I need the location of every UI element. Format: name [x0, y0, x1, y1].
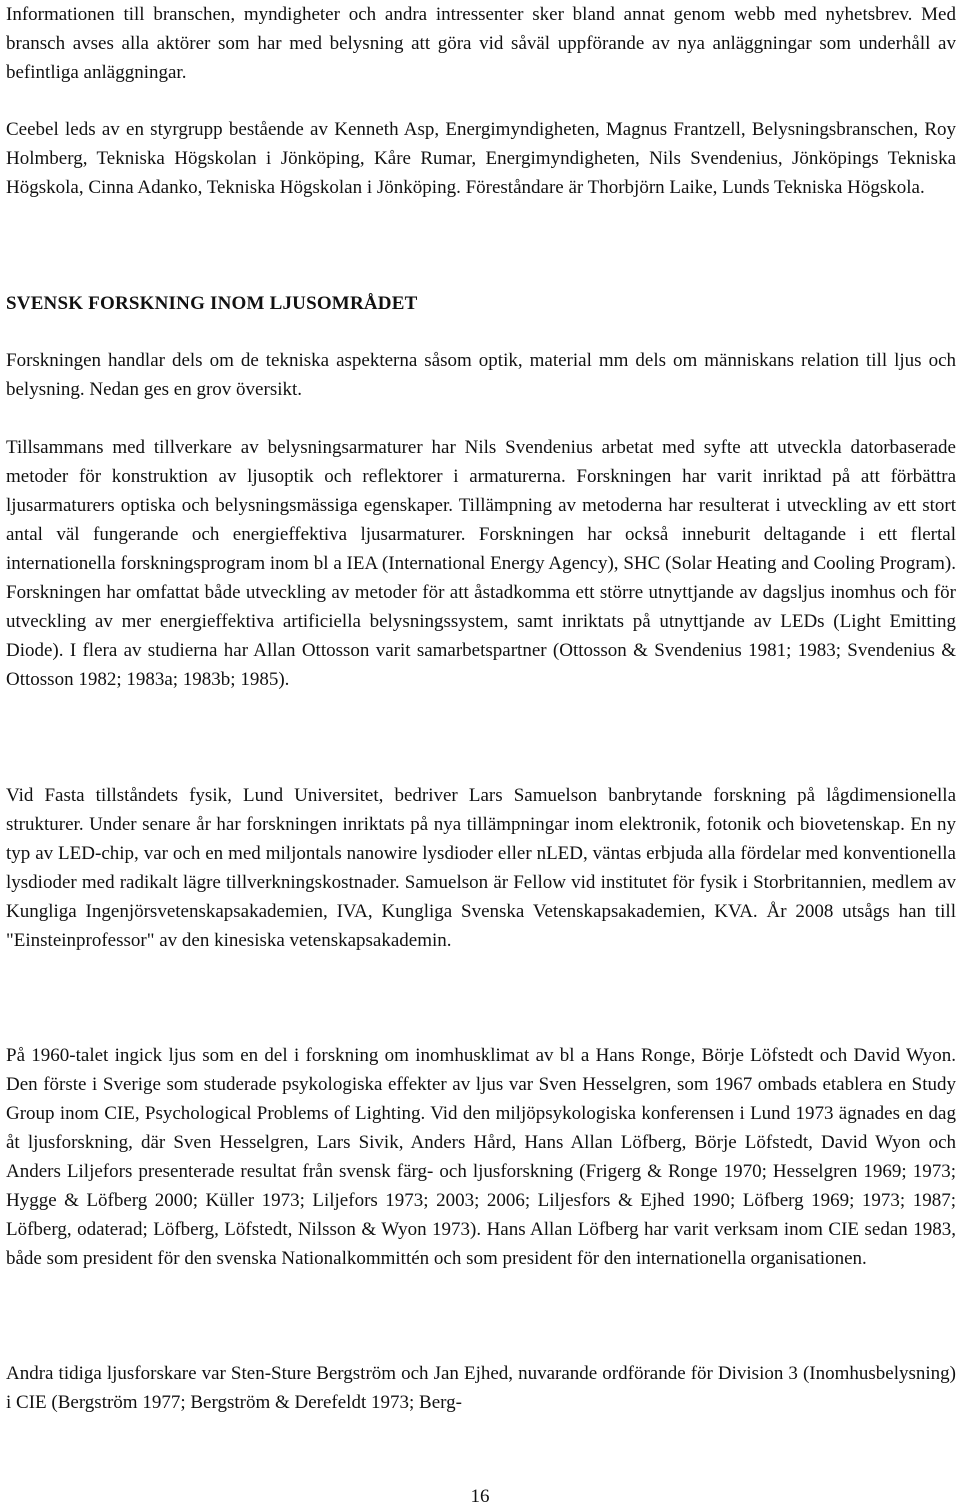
- paragraph-ceebel-steering-group: Ceebel leds av en styrgrupp bestående av Kenneth Asp, Energimyndigheten, Magnus Frantzell, Belysningsbranschen, Roy Holmberg, Tekniska Högskolan i Jönköping, Kåre Rumar, Energimyndigheten, Nils Svendenius, Jönköpings Tekniska Högskola, Cinna Adanko, Tekniska Högskolan i Jönköping. Föreståndare är Thorbjörn Laike, Lunds Tekniska Högskola.: [6, 119, 956, 198]
- paragraph-early-researchers: Andra tidiga ljusforskare var Sten-Sture Bergström och Jan Ejhed, nuvarande ordförande för Division 3 (Inomhusbelysning) i CIE (Bergström 1977; Bergström & Derefeldt 1973; Berg-: [6, 1363, 956, 1413]
- paragraph-svendenius: Tillsammans med tillverkare av belysningsarmaturer har Nils Svendenius arbetat med syfte att utveckla datorbaserade metoder för konstruktion av ljusoptik och reflektorer i armaturerna. Forskningen har varit inriktad på att förbättra ljusarmaturers optiska och belysningsmässiga egenskaper. Tillämpning av metoderna har resulterat i utveckling av ett stort antal väl fungerande och energieffektiva ljusarmaturer. Forskningen har också inneburit deltagande i ett flertal internationella forskningsprogram inom bl a IEA (International Energy Agency), SHC (Solar Heating and Cooling Program). Forskningen har omfattat både utveckling av metoder för att åstadkomma ett större utnyttjande av dagsljus inomhus och för utveckling av mer energieffektiva artificiella belysningssystem, samt inriktats på utnyttjande av LEDs (Light Emitting Diode). I flera av studierna har Allan Ottosson varit samarbetspartner (Ottosson & Svendenius 1981; 1983; Svendenius & Ottosson 1982; 1983a; 1983b; 1985).: [6, 437, 956, 690]
- paragraph-research-overview: Forskningen handlar dels om de tekniska aspekterna såsom optik, material mm dels om människans relation till ljus och belysning. Nedan ges en grov översikt.: [6, 350, 956, 400]
- page-number: 16: [470, 1486, 490, 1507]
- paragraph-samuelson: Vid Fasta tillståndets fysik, Lund Universitet, bedriver Lars Samuelson banbrytande forskning på lågdimensionella strukturer. Under senare år har forskningen inriktats på nya tillämpningar inom elektronik, fotonik och biovetenskap. En ny typ av LED-chip, var och en med miljontals nanowire lysdioder eller nLED, väntas erbjuda alla fördelar med konventionella lysdioder med radikalt lägre tillverkningskostnader. Samuelson är Fellow vid institutet för fysik i Storbritannien, medlem av Kungliga Ingenjörsvetenskapsakademien, IVA, Kungliga Svenska Vetenskapsakademien, KVA. År 2008 utsågs han till "Einsteinprofessor" av den kinesiska vetenskapsakademin.: [6, 785, 956, 951]
- paragraph-intro: Informationen till branschen, myndigheter och andra intressenter sker bland annat genom webb med nyhetsbrev. Med bransch avses alla aktörer som har med belysning att göra vid såväl uppförande av nya anläggningar som underhåll av befintliga anläggningar.: [6, 4, 956, 83]
- section-heading: SVENSK FORSKNING INOM LJUSOMRÅDET: [6, 293, 418, 314]
- paragraph-1960s: På 1960-talet ingick ljus som en del i forskning om inomhusklimat av bl a Hans Ronge, Börje Löfstedt och David Wyon. Den förste i Sverige som studerade psykologiska effekter av ljus var Sven Hesselgren, som 1967 ombads etablera en Study Group inom CIE, Psychological Problems of Lighting. Vid den miljöpsykologiska konferensen i Lund 1973 ägnades en dag åt ljusforskning, där Sven Hesselgren, Lars Sivik, Anders Hård, Hans Allan Löfberg, Börje Löfstedt, David Wyon och Anders Liljefors presenterade resultat från svensk färg- och ljusforskning (Frigerg & Ronge 1970; Hesselgren 1969; 1973; Hygge & Löfberg 2000; Küller 1973; Liljefors 1973; 2003; 2006; Liljesfors & Ejhed 1990; Löfberg 1969; 1973; 1987; Löfberg, odaterad; Löfberg, Löfstedt, Nilsson & Wyon 1973). Hans Allan Löfberg har varit verksam inom CIE sedan 1983, både som president för den svenska Nationalkommittén och som president för den internationella organisationen.: [6, 1045, 956, 1269]
